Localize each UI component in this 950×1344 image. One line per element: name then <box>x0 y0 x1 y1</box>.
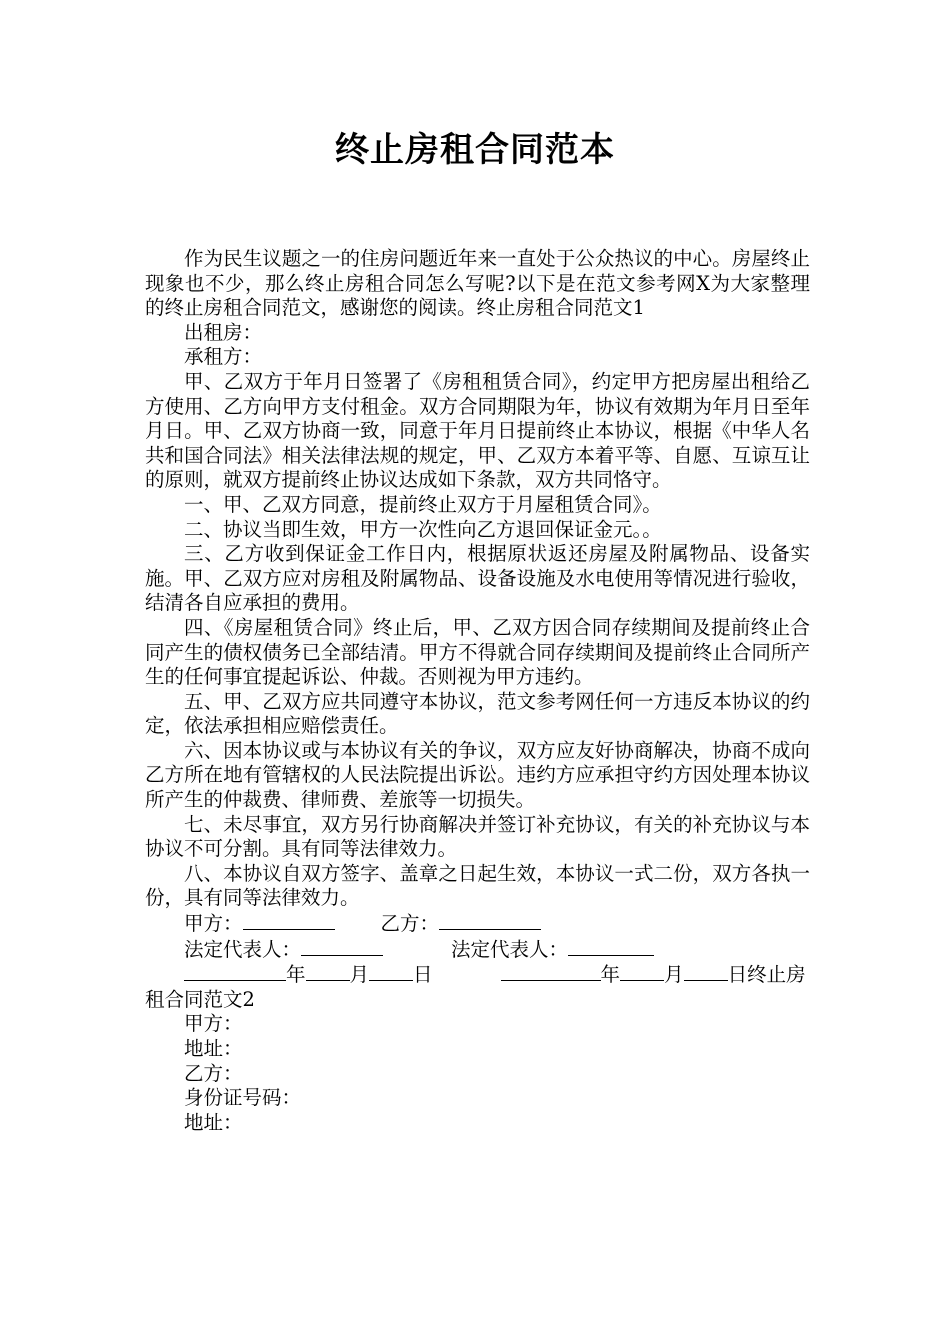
preamble-paragraph: 甲、乙双方于年月日签署了《房租租赁合同》，约定甲方把房屋出租给乙方使用、乙方向甲方支付租金。双方合同期限为年，协议有效期为年月日至年月日。甲、乙双方协商一致，同意于年月日提前终止本协议，根据《中华人名共和国合同法》相关法律法规的规定，甲、乙双方本着平等、自愿、互谅互让的原则，就双方提前终止协议达成如下条款，双方共同恪守。 <box>145 369 810 492</box>
clause-5: 五、甲、乙双方应共同遵守本协议，范文参考网任何一方违反本协议的约定，依法承担相应赔偿责任。 <box>145 689 810 738</box>
document-body <box>145 247 810 1135</box>
signature-parties-line <box>145 911 810 937</box>
clause-8: 八、本协议自双方签字、盖章之日起生效，本协议一式二份，双方各执一份，具有同等法律效力。 <box>145 861 810 910</box>
legal-rep-b-blank <box>568 937 654 956</box>
date-line: 年 月 日 年 月 日终止房租合同范文2 <box>145 963 806 1011</box>
party-b-label: 乙方： <box>380 912 440 936</box>
year-a-blank <box>184 962 286 981</box>
legal-rep-b-label: 法定代表人： <box>451 937 569 961</box>
lessee-line: 承租方： <box>184 345 263 369</box>
clause-3: 三、乙方收到保证金工作日内，根据原状返还房屋及附属物品、设备实施。甲、乙双方应对房租及附属物品、设备设施及水电使用等情况进行验收，结清各自应承担的费用。 <box>145 542 810 615</box>
clause-1: 一、甲、乙双方同意，提前终止双方于月屋租赁合同》。 <box>184 492 662 516</box>
legal-rep-line <box>145 937 810 963</box>
lessor-line: 出租房： <box>184 320 263 344</box>
sample2-party-b: 乙方： <box>184 1061 243 1085</box>
party-a-label: 甲方： <box>184 912 243 936</box>
sample2-address-a: 地址： <box>184 1037 243 1060</box>
day-b-blank <box>684 962 728 981</box>
party-b-blank <box>439 911 541 930</box>
sample2-party-a: 甲方： <box>184 1012 243 1036</box>
year-b-blank <box>501 962 601 981</box>
party-a-blank <box>243 911 335 930</box>
month-b-blank <box>620 962 664 981</box>
month-a-blank <box>306 962 350 981</box>
document-title: 终止房租合同范本 <box>335 130 615 170</box>
intro-paragraph: 作为民生议题之一的住房问题近年来一直处于公众热议的中心。房屋终止现象也不少，那么终止房租合同怎么写呢?以下是在范文参考网X为大家整理的终止房租合同范文，感谢您的阅读。终止房租合同范文1 <box>145 247 810 320</box>
sample2-id-number: 身份证号码： <box>184 1086 302 1110</box>
legal-rep-a-label: 法定代表人： <box>184 937 302 961</box>
clause-7: 七、未尽事宜，双方另行协商解决并签订补充协议，有关的补充协议与本协议不可分割。具有同等法律效力。 <box>145 812 810 861</box>
sample-2-heading: 终止房租合同范文2 <box>145 963 806 1011</box>
clause-2: 二、协议当即生效，甲方一次性向乙方退回保证金元。。 <box>184 517 662 541</box>
clause-4: 四、《房屋租赁合同》终止后，甲、乙双方因合同存续期间及提前终止合同产生的债权债务已全部结清。甲方不得就合同存续期间及提前终止合同所产生的任何事宜提起诉讼、仲裁。否则视为甲方违约。 <box>145 615 810 689</box>
sample2-address-b: 地址： <box>184 1110 243 1134</box>
clause-6: 六、因本协议或与本协议有关的争议，双方应友好协商解决，协商不成向乙方所在地有管辖权的人民法院提出诉讼。违约方应承担守约方因处理本协议所产生的仲裁费、律师费、差旅等一切损失。 <box>145 738 810 812</box>
day-a-blank <box>369 962 413 981</box>
legal-rep-a-blank <box>301 937 383 956</box>
